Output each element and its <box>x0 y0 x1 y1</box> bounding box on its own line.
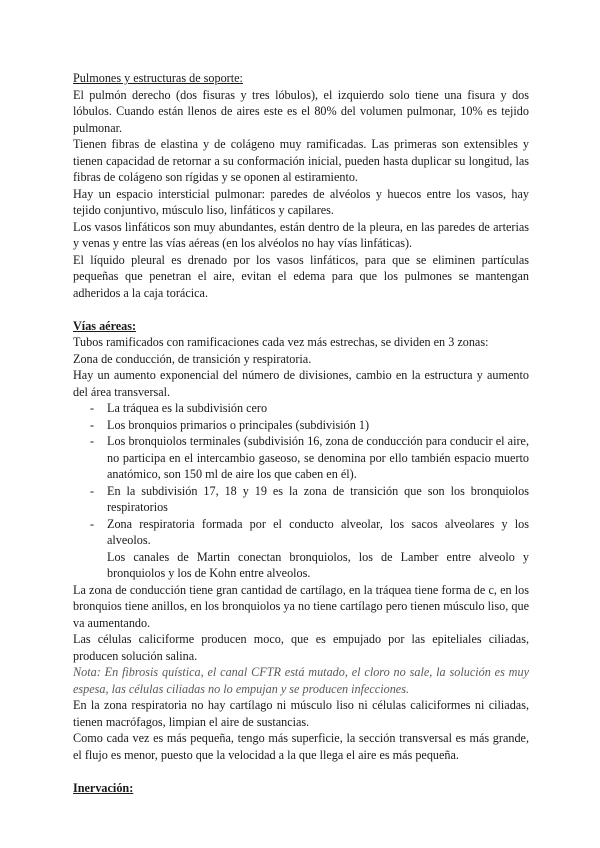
list-item-text: Los bronquios primarios o principales (subdivisión 1) <box>107 417 370 432</box>
section-heading-pulmones: Pulmones y estructuras de soporte: <box>73 71 243 85</box>
list-item <box>73 417 529 434</box>
dash-bullet: - <box>90 401 95 415</box>
paragraph: Hay un aumento exponencial del número de divisiones, cambio en la estructura y aumento del área transversal. <box>73 368 529 399</box>
paragraph: Como cada vez es más pequeña, tengo más superficie, la sección transversal es más grande, el flujo es menor, puesto que la velocidad a la que llega el aire es más pequeña. <box>73 731 529 762</box>
section-heading-vias-aereas: Vías aéreas: <box>73 318 137 333</box>
paragraph: Tubos ramificados con ramificaciones cada vez más estrechas, se dividen en 3 zonas: <box>73 335 489 349</box>
paragraph: Hay un espacio intersticial pulmonar: paredes de alvéolos y huecos entre los vasos, hay tejido conjuntivo, músculo liso, linfáticos y capilares. <box>73 186 529 217</box>
paragraph: Las células caliciforme producen moco, que es empujado por las epiteliales ciliadas, producen solución salina. <box>73 632 529 663</box>
list-item <box>73 483 529 516</box>
list-item-text: La tráquea es la subdivisión cero <box>107 401 268 415</box>
spacer <box>73 763 529 780</box>
list-item-text: En la subdivisión 17, 18 y 19 es la zona de transición que son los bronquiolos respiratorios <box>107 483 529 514</box>
section-heading-inervacion: Inervación: <box>73 780 134 795</box>
list-item-text: Zona respiratoria formada por el conducto alveolar, los sacos alveolares y los alveolos. <box>107 516 529 547</box>
paragraph: Los vasos linfáticos son muy abundantes, están dentro de la pleura, en las paredes de arterias y venas y entre las vías aéreas (en los alvéolos no hay vías linfáticas). <box>73 219 529 250</box>
list-item <box>73 400 529 417</box>
paragraph: En la zona respiratoria no hay cartílago ni músculo liso ni células caliciformes ni ciliadas, tienen macrófagos, limpian el aire de sustancias. <box>73 698 529 729</box>
spacer <box>73 301 529 318</box>
dash-bullet: - <box>90 434 95 448</box>
note-paragraph: Nota: En fibrosis quística, el canal CFTR está mutado, el cloro no sale, la solución es muy espesa, las células ciliadas no lo empujan y se producen infecciones. <box>73 665 529 696</box>
paragraph: Zona de conducción, de transición y respiratoria. <box>73 351 312 366</box>
paragraph: Tienen fibras de elastina y de colágeno muy ramificadas. Las primeras son extensibles y tienen capacidad de retornar a su conformación inicial, pueden hasta duplicar su longitud, las fibras de colágeno son rígidas y se oponen al estiramiento. <box>73 137 529 184</box>
list-item-text: Los bronquiolos terminales (subdivisión 16, zona de conducción para conducir el aire, no participa en el intercambio gaseoso, se denomina por ello también espacio muerto anatómico, son 150 ml de aire los que caben en él). <box>107 434 529 481</box>
paragraph: La zona de conducción tiene gran cantidad de cartílago, en la tráquea tiene forma de c, en los bronquios tiene anillos, en los bronquiolos ya no tiene cartílago pero tienen músculo liso, que va aumentando. <box>73 582 529 630</box>
document-body <box>73 70 529 796</box>
dash-bullet: - <box>90 417 95 432</box>
dash-list <box>73 400 529 549</box>
dash-bullet: - <box>90 483 95 498</box>
paragraph: El líquido pleural es drenado por los vasos linfáticos, para que se eliminen partículas pequeñas que penetran el aire, evitan el edema para que los pulmones se mantengan adheridos a la caja torácica. <box>73 252 529 300</box>
list-continuation: Los canales de Martin conectan bronquiolos, los de Lamber entre alveolo y bronquiolos y los de Kohn entre alveolos. <box>107 549 529 580</box>
list-item <box>73 433 529 483</box>
paragraph: El pulmón derecho (dos fisuras y tres lóbulos), el izquierdo solo tiene una fisura y dos lóbulos. Cuando están llenos de aires este es el 80% del volumen pulmonar, 10% es tejido pulmonar. <box>73 87 529 135</box>
list-item <box>73 516 529 549</box>
dash-bullet: - <box>90 516 95 531</box>
